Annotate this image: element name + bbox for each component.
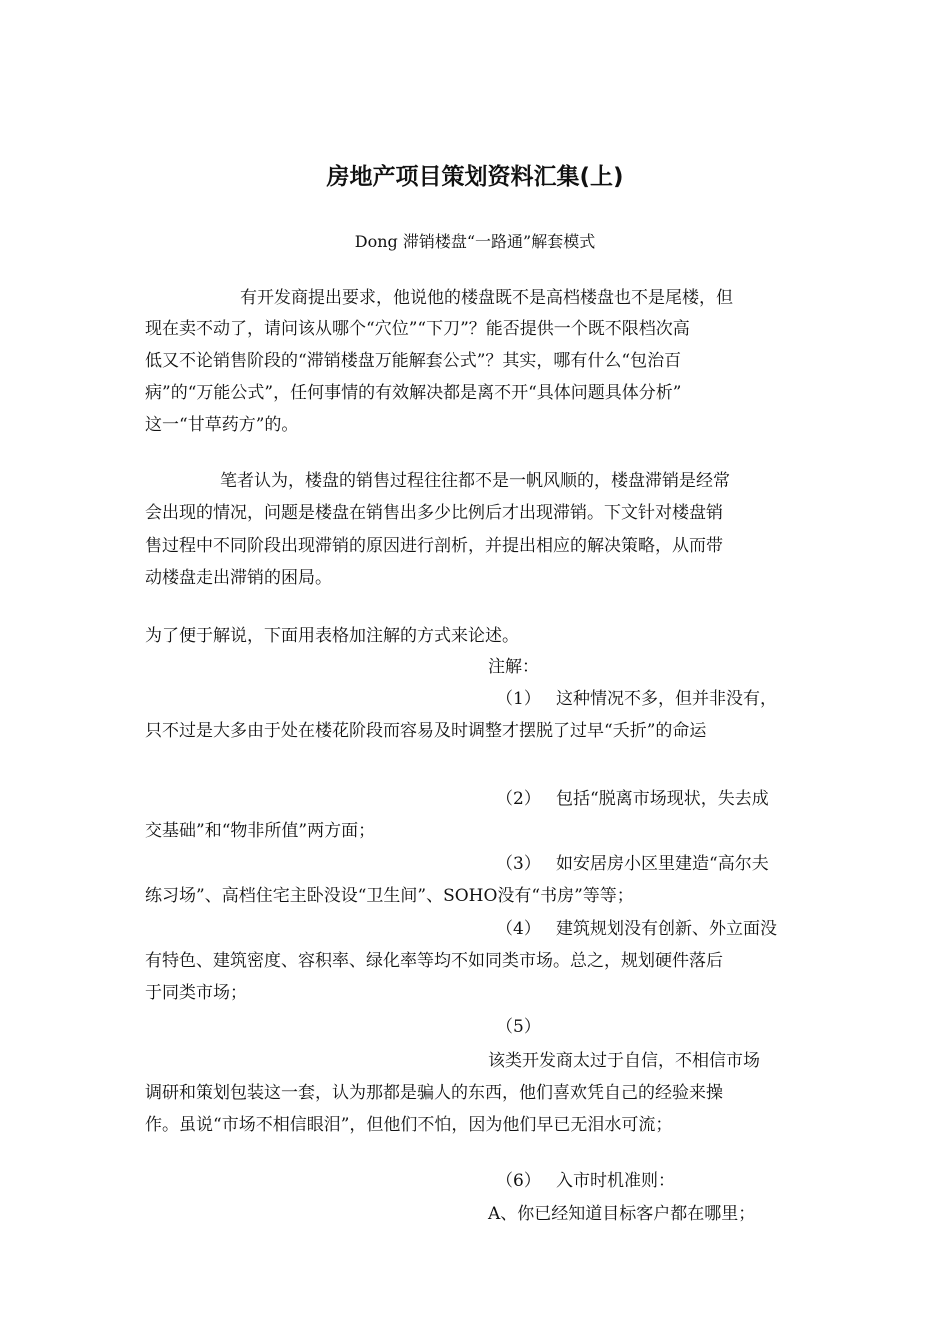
note2-line1: 包括“脱离市场现状，失去成	[556, 789, 769, 809]
note1-line1: 这种情况不多，但并非没有，	[556, 689, 777, 709]
para1-line2: 现在卖不动了，请问该从哪个“穴位”“下刀”？能否提供一个既不限档次高	[145, 319, 690, 339]
note1-line2: 只不过是大多由于处在楼花阶段而容易及时调整才摆脱了过早“夭折”的命运	[145, 721, 707, 741]
note5-number: （5）	[496, 1017, 541, 1037]
para1-line4: 病”的“万能公式”，任何事情的有效解决都是离不开“具体问题具体分析”	[145, 383, 682, 403]
note2-number: （2）	[496, 789, 541, 809]
note6-number: （6）	[496, 1171, 541, 1191]
para2-line1: 笔者认为，楼盘的销售过程往往都不是一帆风顺的，楼盘滞销是经常	[220, 471, 730, 491]
note3-number: （3）	[496, 854, 541, 874]
note6-item-a: A、你已经知道目标客户都在哪里；	[488, 1204, 756, 1224]
para1-line3: 低又不论销售阶段的“滞销楼盘万能解套公式”？其实，哪有什么“包治百	[145, 351, 682, 371]
note4-line1: 建筑规划没有创新、外立面没	[556, 919, 777, 939]
note4-number: （4）	[496, 919, 541, 939]
note5-line2: 调研和策划包装这一套，认为那都是骗人的东西，他们喜欢凭自己的经验来操	[145, 1083, 723, 1103]
para2-line3: 售过程中不同阶段出现滞销的原因进行剖析，并提出相应的解决策略，从而带	[145, 536, 723, 556]
document-subtitle: Dong 滞销楼盘“一路通”解套模式	[354, 232, 596, 251]
document-title: 房地产项目策划资料汇集(上)	[326, 164, 624, 190]
note1-number: （1）	[496, 689, 541, 709]
note2-line2: 交基础”和“物非所值”两方面；	[145, 821, 376, 841]
para3: 为了便于解说，下面用表格加注解的方式来论述。	[145, 626, 519, 646]
para2-line2: 会出现的情况，问题是楼盘在销售出多少比例后才出现滞销。下文针对楼盘销	[145, 503, 723, 523]
note6-line1: 入市时机准则：	[556, 1171, 675, 1191]
note3-line1: 如安居房小区里建造“高尔夫	[556, 854, 769, 874]
para2-line4: 动楼盘走出滞销的困局。	[145, 568, 332, 588]
note4-line2: 有特色、建筑密度、容积率、绿化率等均不如同类市场。总之，规划硬件落后	[145, 951, 723, 971]
para1-line1: 有开发商提出要求，他说他的楼盘既不是高档楼盘也不是尾楼，但	[240, 288, 733, 308]
note5-line3: 作。虽说“市场不相信眼泪”，但他们不怕，因为他们早已无泪水可流；	[145, 1115, 673, 1135]
note5-line1: 该类开发商太过于自信，不相信市场	[488, 1051, 760, 1071]
note3-line2: 练习场”、高档住宅主卧没设“卫生间”、SOHO没有“书房”等等；	[145, 886, 634, 906]
para1-line5: 这一“甘草药方”的。	[145, 415, 299, 435]
note4-line3: 于同类市场；	[145, 983, 247, 1003]
notes-label: 注解：	[488, 657, 539, 677]
